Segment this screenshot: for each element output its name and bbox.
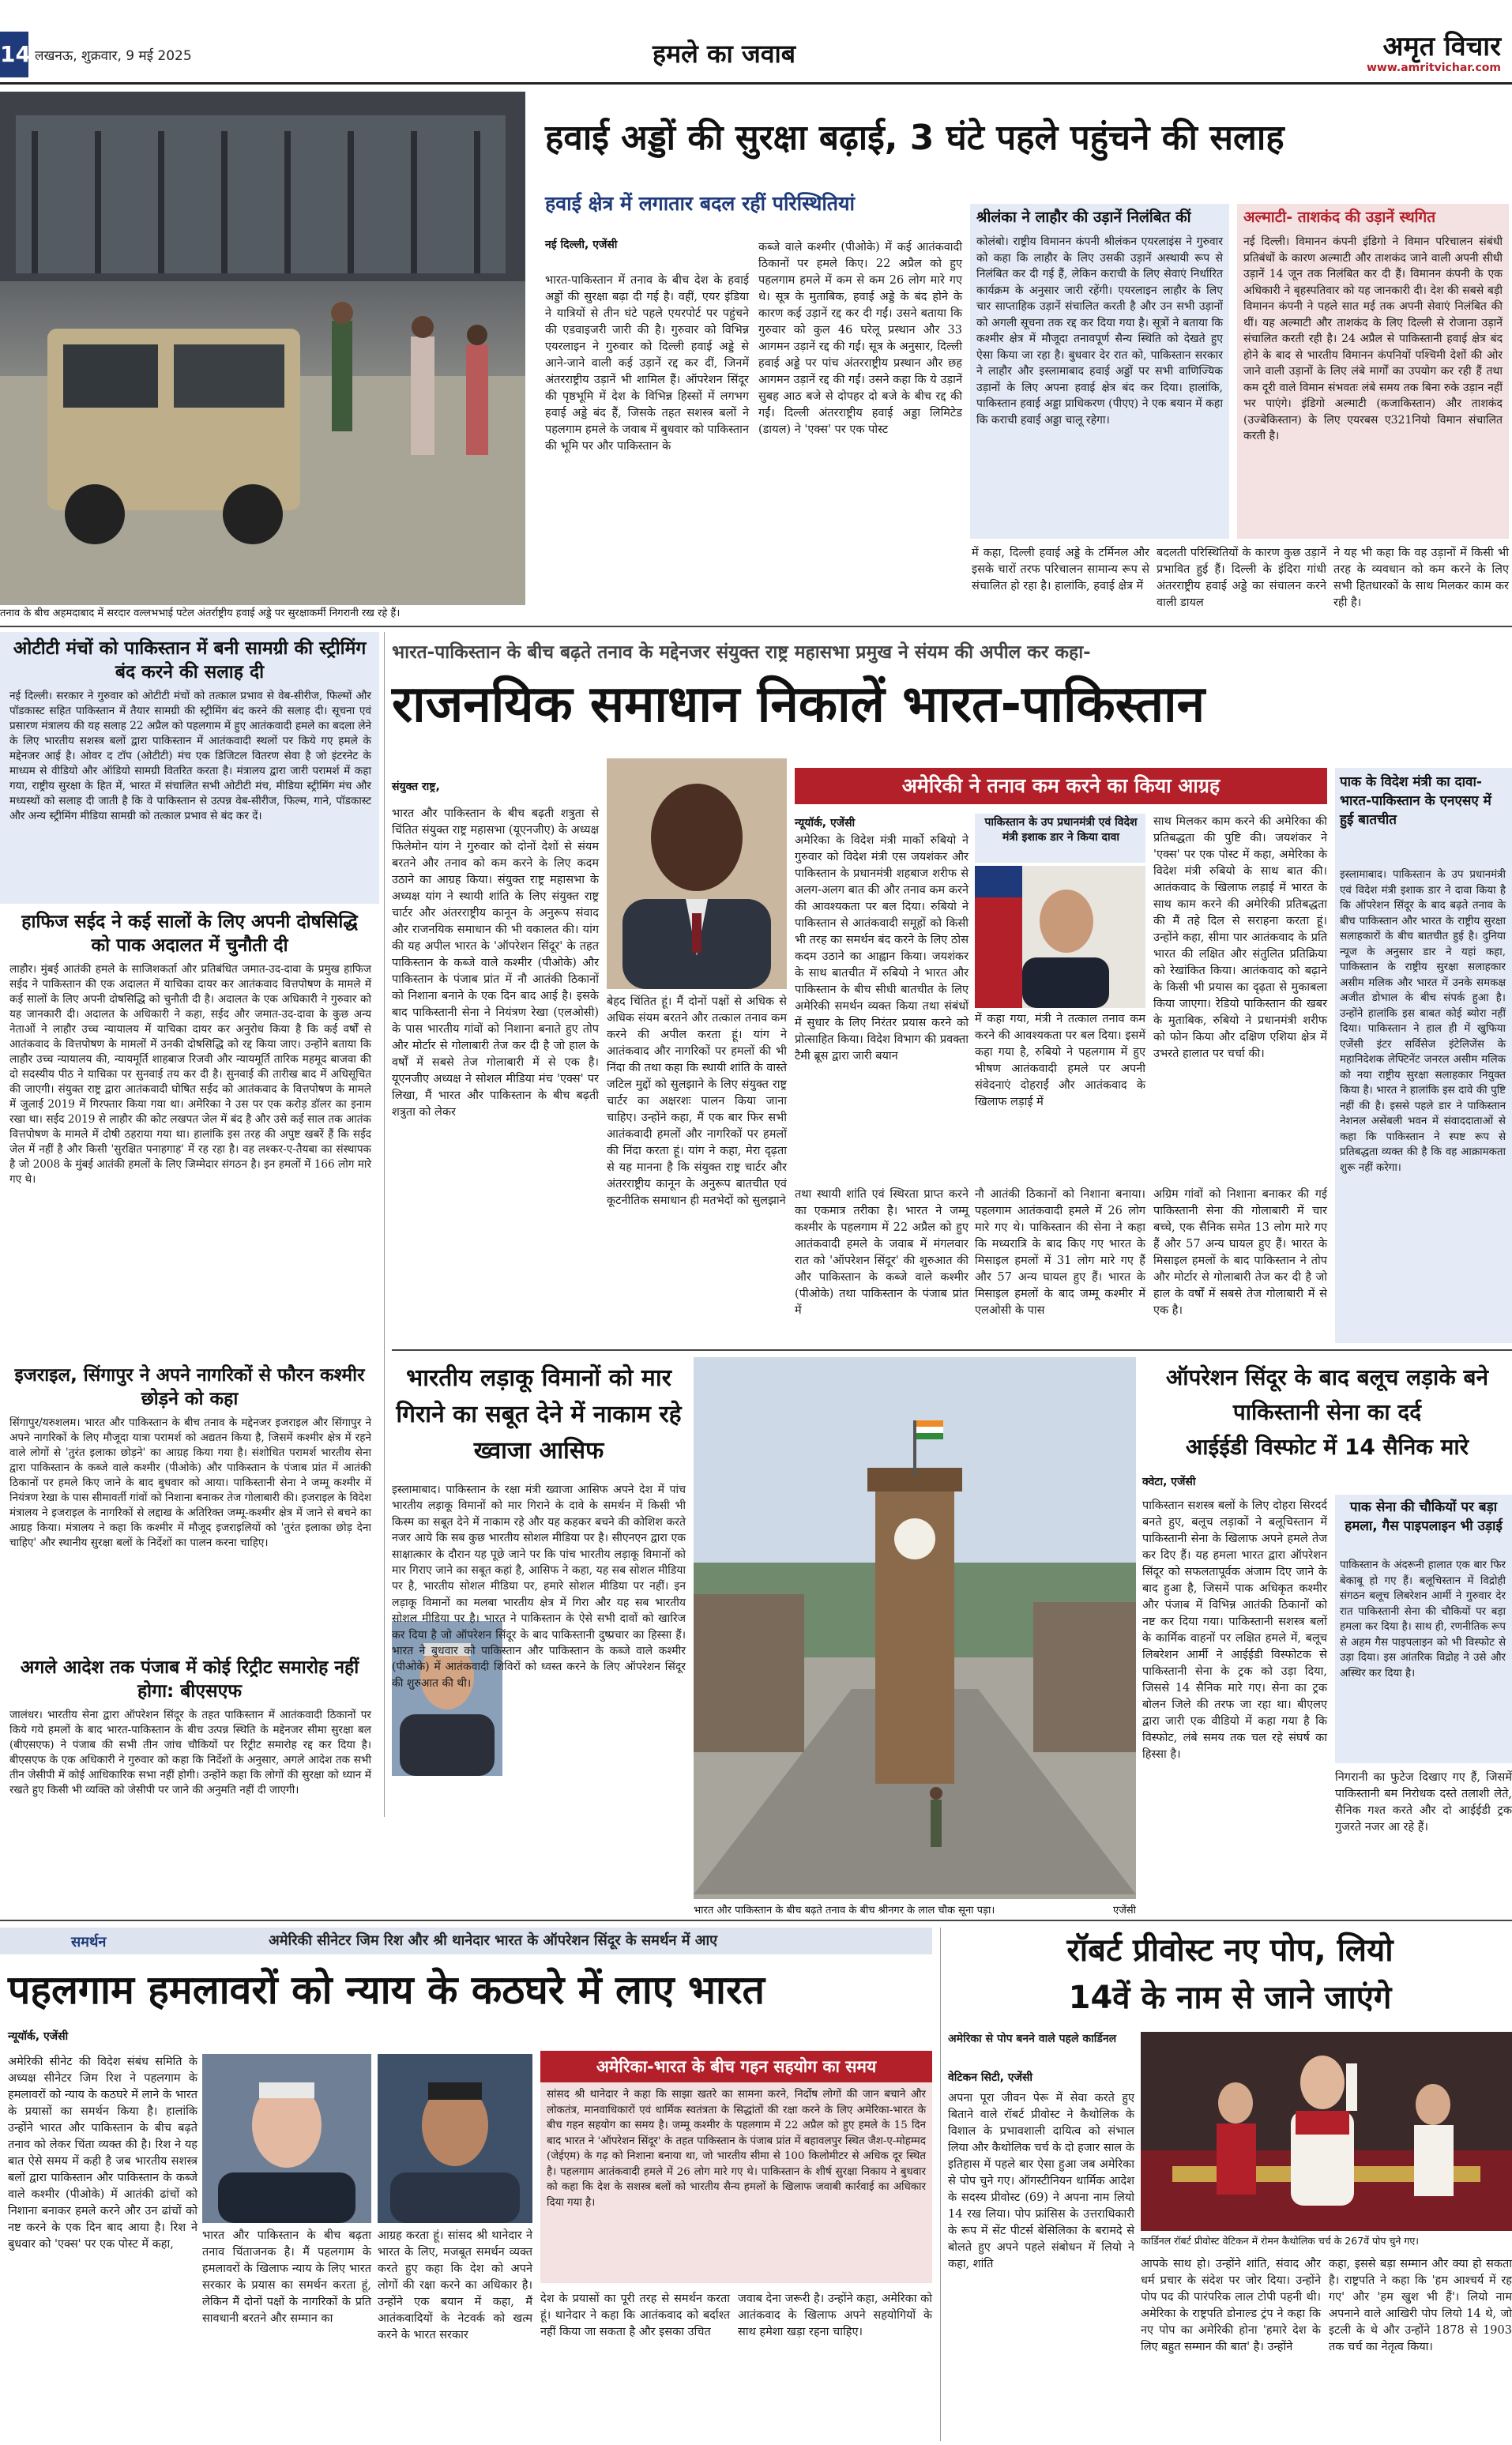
baloch-box-title: पाक सेना की चौकियों पर बड़ा हमला, गैस पाइपलाइन भी उड़ाई (1345, 1499, 1503, 1534)
un-col-4: नौ आतंकी ठिकानों को निशाना बनाया। पहलगाम आतंकवादी हमले में 26 लोग मारे गए थे। पाकिस्तान की सेना ने कहा कि मध्यरात्रि के बाद किए गए भारत के मिसाइल हमलों में 31 लोग मारे गए हैं और 57 अन्य घायल हुए हैं। भारत के मिसाइल हमलों के बाद जम्मू कश्मीर में एलओसी के पास (975, 1188, 1145, 1317)
airport-photo-caption: तनाव के बीच अहमदाबाद में सरदार वल्लभभाई पटेल अंतर्राष्ट्रीय हवाई अड्डे पर सुरक्षाकर्मी निगरानी रख रहे हैं। (0, 607, 401, 619)
airport-col-2: कब्जे वाले कश्मीर (पीओके) में कई आतंकवादी ठिकानों पर हमले किए। 22 अप्रैल को हुए पहलगाम हमले में कम से कम 26 लोग मारे गए थे। सूत्र के मुताबिक, हवाई अड्डे के बंद होने के कारण कई उड़ानें रद्द कर दी गईं। उसने बताया कि गुरुवार को कुल 46 घरेलू प्रस्थान और 33 आगमन उड़ानें रद्द की गईं। सूत्र के अनुसार, दिल्ली हवाई अड्डे पर पांच अंतरराष्ट्रीय प्रस्थान और छह आगमन उड़ानें रद्द की गईं। उसने कहा कि ये उड़ानें सुबह आठ बजे से दोपहर दो बजे के बीच रद्द की गईं। दिल्ली अंतरराष्ट्रीय हवाई अड्डा लिमिटेड (डायल) ने 'एक्स' पर एक पोस्ट (758, 241, 962, 436)
un-col-2: बेहद चिंतित हूं। मैं दोनों पक्षों से अधिक से अधिक संयम बरतने और तत्काल तनाव कम करने की अपील करता हूं। यांग ने आतंकवाद और नागरिकों पर हमलों की भी निंदा की तथा कहा कि स्थायी शांति के वास्ते जटिल मुद्दों को सुलझाने के लिए संयुक्त राष्ट्र चार्टर का अक्षरशः पालन किया जाना चाहिए। उन्होंने कहा, मैं एक बार फिर सभी आतंकवादी हमलों और नागरिकों पर हमलों की निंदा करता हूं। यांग ने कहा, मेरा दृढ़ता से यह मानना है कि संयुक्त राष्ट्र चार्टर और अंतरराष्ट्रीय कानून के अनुरूप बातचीत एवं कूटनीतिक समाधान ही मतभेदों को सुलझाने (607, 995, 787, 1207)
section-title: हमले का जवाब (653, 39, 796, 69)
rule-2 (392, 1349, 1512, 1351)
ott-title: ओटीटी मंचों को पाकिस्तान में बनी सामग्री की स्ट्रीमिंग बंद करने की सलाह दी (13, 638, 367, 683)
israel-body: सिंगापुर/यरुशलम। भारत और पाकिस्तान के बीच तनाव के मद्देनजर इजराइल और सिंगापुर ने अपने नागरिकों के लिए मौजूदा यात्रा परामर्श को अद्यतन किया है, जिसमें कश्मीर क्षेत्र में रहने वाले लोगों से 'तुरंत इलाका छोड़ने' का आग्रह किया गया है। संशोधित परामर्श भारतीय सेना द्वारा पाकिस्तान के कब्जे वाले कश्मीर (पीओके) और पाकिस्तान के पंजाब प्रांत में आतंकी ठिकानों पर हमले किए जाने के बाद बुधवार को आया। पाकिस्तानी सेना ने जम्मू कश्मीर में नियंत्रण रेखा के पास सीमावर्ती गांवों को निशाना बनाकर तेज गोलाबारी की। इजराइल के विदेश मंत्रालय ने इजराइल के नागरिकों से लद्दाख के अतिरिक्त जम्मू-कश्मीर क्षेत्र में जाने से बचने का आग्रह किया। मंत्रालय ने कहा कि कश्मीर में मौजूद इजराइलियों को 'तुरंत इलाका छोड़ देना चाहिए' और स्थानीय सुरक्षा बलों के निर्देशों का पालन करना चाहिए। (9, 1416, 371, 1549)
israel-title: इजराइल, सिंगापुर ने अपने नागरिकों से फौरन कश्मीर छोड़ने को कहा (14, 1365, 365, 1409)
un-president-photo (607, 758, 787, 989)
pahalgam-col-4: देश के प्रयासों का पूरी तरह से समर्थन करता हूं। थानेदार ने कहा कि आतंकवाद को बर्दाश्त नहीं किया जा सकता है और इसका उचित (540, 2293, 730, 2338)
pope-col-2: आपके साथ हो। उन्होंने शांति, संवाद और धर्म प्रचार के संदेश पर जोर दिया। उन्होंने पोप पद की पारंपरिक लाल टोपी पहनी थी। अमेरिका के राष्ट्रपति डोनाल्ड ट्रंप ने कहा कि नए पोप का अमेरिकी होना 'हमारे देश के लिए बहुत सम्मान की बात' है। उन्होंने (1141, 2258, 1321, 2353)
pahalgam-box-title: अमेरिका-भारत के बीच गहन सहयोग का समय (540, 2051, 932, 2082)
srinagar-illustration (694, 1357, 1136, 1899)
airport-dateline: नई दिल्ली, एजेंसी (545, 239, 618, 251)
rule-1 (0, 626, 1512, 627)
pak-fm-title: पाक के विदेश मंत्री का दावा- भारत-पाकिस्तान के एनएसए में हुई बातचीत (1340, 774, 1491, 828)
pope-photo-caption: कार्डिनल रॉबर्ट प्रीवोस्ट वेटिकन में रोमन कैथोलिक चर्च के 267वें पोप चुने गए। (1141, 2235, 1420, 2247)
pahalgam-box-body: सांसद श्री थानेदार ने कहा कि साझा खतरे का सामना करने, निर्दोष लोगों की जान बचाने और लोकतंत्र, मानवाधिकारों एवं धार्मिक स्वतंत्रता के सिद्धांतों की रक्षा करने के लिए अमेरिका-भारत के बीच गहन सहयोग का समय है। जम्मू कश्मीर के पहलगाम में 22 अप्रैल को हुए हमले के 15 दिन बाद भारत ने 'ऑपरेशन सिंदूर' के तहत पाकिस्तान के पंजाब प्रांत में बहावलपुर स्थित जैश-ए-मोहम्मद (जेईएम) के गढ़ को निशाना बनाया था, जो भारतीय सीमा से 100 किलोमीटर से अधिक दूर स्थित है। पहलगाम आतंकवादी हमले में 26 लोग मारे गए थे। पाकिस्तान के शीर्ष सुरक्षा निकाय ने बुधवार को कहा कि देश के सशस्त्र बलों को भारतीय सैन्य हमलों के खिलाफ जवाबी कार्रवाई का अधिकार दिया गया है। (547, 2089, 926, 2209)
airport-col-4: बदलती परिस्थितियों के कारण कुछ उड़ानें प्रभावित हुई हैं। दिल्ली के इंदिरा गांधी अंतरराष्ट्रीय हवाई अड्डे का संचालन करने वाली डायल (1157, 547, 1326, 609)
thanedar-photo (378, 2054, 532, 2223)
pahalgam-col-2: भारत और पाकिस्तान के बीच बढ़ता तनाव चिंताजनक है। मैं पहलगाम के हमलावरों के खिलाफ न्याय के लिए भारत सरकार के प्रयास का समर्थन करता हूं, लेकिन मैं दोनों पक्षों के नागरिकों के प्रति सावधानी बरतने और सम्मान का (202, 2229, 371, 2325)
page-number: 14 (0, 41, 31, 67)
pope-headline-1: रॉबर्ट प्रीवोस्ट नए पोप, लियो (1066, 1932, 1394, 1969)
airport-photo (0, 92, 525, 605)
pope-headline-2: 14वें के नाम से जाने जाएंगे (1068, 1980, 1392, 2016)
pahalgam-col-5: जवाब देना जरूरी है। उन्होंने कहा, अमेरिका को आतंकवाद के खिलाफ अपने सहयोगियों के साथ हमेशा खड़ा रहना चाहिए। (738, 2293, 932, 2338)
un-dateline: संयुक्त राष्ट्र, (392, 781, 440, 793)
pope-illustration (1141, 2032, 1512, 2231)
risch-illustration (202, 2054, 371, 2223)
baloch-col-2: निगरानी का फुटेज दिखाए गए हैं, जिसमें पाकिस्तानी बम निरोधक दस्ते तलाशी लेते, सैनिक गश्त करते और दो आईईडी ट्रक गुजरते नजर आ रहे हैं। (1335, 1771, 1512, 1834)
pahalgam-col-1: अमेरिकी सीनेट की विदेश संबंध समिति के अध्यक्ष सीनेटर जिम रिश ने पहलगाम के हमलावरों को न्याय के कठघरे में लाने के भारत के प्रयासों का समर्थन किया है। हालांकि उन्होंने भारत और पाकिस्तान के बीच बढ़ते तनाव को लेकर चिंता व्यक्त की है। रिश ने यह बात ऐसे समय में कही है जब भारतीय सशस्त्र बलों द्वारा पाकिस्तान और पाकिस्तान के कब्जे वाले कश्मीर (पीओके) में आतंकी ढांचों को निशाना बनाकर हमले करने और उन ढांचों को नष्ट करने के एक दिन बाद आया है। रिश ने बुधवार को 'एक्स' पर एक पोस्ट में कहा, (8, 2056, 197, 2251)
hafiz-body: लाहौर। मुंबई आतंकी हमले के साजिशकर्ता और प्रतिबंधित जमात-उद-दावा के प्रमुख हाफिज सईद ने पाकिस्तान की एक अदालत में याचिका दायर कर आतंकवाद वित्तपोषण के मामले में कई सालों के लिए अपनी दोषसिद्धि को चुनौती दी है। अदालत के एक अधिकारी ने गुरुवार को यह जानकारी दी। अदालत के अधिकारी ने कहा, सईद और जमात-उद-दावा के कुछ अन्य नेताओं ने लाहौर उच्च न्यायालय में याचिका दायर कर अनुरोध किया है कि कई वर्षों से आतंकवाद के वित्तपोषण के मामलों में उनकी दोषसिद्धि को रद्द किया जाए। उन्होंने बताया कि लाहौर उच्च न्यायालय की, न्यायमूर्ति शाहबाज रिजवी और न्यायमूर्ति तारिक महमूद बाजवा की दो सदस्यीय पीठ ने याचिका पर सुनवाई तय कर दी है। सुनवाई की तारीख बाद में अधिसूचित की जाएगी। संयुक्त राष्ट्र द्वारा आतंकवादी घोषित सईद को आतंकवाद के वित्तपोषण के मामले में जुलाई 2019 में गिरफ्तार किया गया था। अमेरिका ने उस पर एक करोड़ डॉलर का इनाम रखा था। सईद 2019 से लाहौर की कोट लखपत जेल में बंद है और उसे कई साल तक आतंक वित्तपोषण के मामले में दोषी ठहराया गया था। हालांकि इस तरह की अपुष्ट खबरें हैं कि सईद जेल में नहीं है और किसी 'सुरक्षित पनाहगाह' में रह रहा है। वह लश्कर-ए-तैयबा का संस्थापक है जो 2008 के मुंबई आतंकी हमलों के लिए जिम्मेदार संगठन है। इन हमलों में 166 लोग मारे गए थे। (9, 963, 371, 1186)
srilanka-title: श्रीलंका ने लाहौर की उड़ानें निलंबित कीं (976, 209, 1191, 226)
asif-headline: भारतीय लड़ाकू विमानों को मार गिराने का सबूत देने में नाकाम रहे ख्वाजा आसिफ (396, 1364, 682, 1465)
un-col-5: अग्रिम गांवों को निशाना बनाकर की गई पाकिस्तानी सेना की गोलाबारी में चार बच्चे, एक सैनिक समेत 13 लोग मारे गए हैं और 57 अन्य घायल हुए हैं। भारत के मिसाइल हमलों के बाद पाकिस्तान ने तोप और मोर्टार से गोलाबारी तेज कर दी है जो हाल के वर्षों में सबसे तेज गोलाबारी में से एक है। (1153, 1188, 1327, 1317)
airport-col-5: ने यह भी कहा कि वह उड़ानों में किसी भी तरह के व्यवधान को कम करने के लिए सभी हितधारकों के साथ मिलकर काम कर रही है। (1333, 547, 1509, 609)
pahalgam-col-1-continued (8, 2165, 197, 2441)
bsf-body: जालंधर। भारतीय सेना द्वारा ऑपरेशन सिंदूर के तहत पाकिस्तान में आतंकवादी ठिकानों पर किये गये हमलों के बाद भारत-पाकिस्तान के बीच उत्पन्न स्थिति के मद्देनजर सीमा सुरक्षा बल (बीएसएफ) ने पंजाब की सभी तीन जांच चौकियों पर रिट्रीट समारोह रद्द कर दिया है। बीएसएफ के एक अधिकारी ने गुरुवार को कहा कि निर्देशों के अनुसार, अगले आदेश तक सभी तीन जेसीपी में कोई आधिकारिक सभा नहीं होगी। उन्होंने कहा कि लोगों की सुरक्षा को ध्यान में रखते हुए किसी भी व्यक्ति को जेसीपी पर जाने की अनुमति नहीं दी जाएगी। (9, 1709, 371, 1796)
pahalgam-col-3: आग्रह करता हूं। सांसद श्री थानेदार ने भारत के लिए, मजबूत समर्थन व्यक्त करते हुए कहा कि देश को अपने लोगों की रक्षा करने का अधिकार है। उन्होंने एक बयान में कहा, मैं आतंकवादियों के नेटवर्क को खत्म करने के भारत सरकार (378, 2229, 532, 2342)
pope-sub-kicker: अमेरिका से पोप बनने वाले पहले कार्डिनल (948, 2033, 1117, 2045)
us-dateline: न्यूयॉर्क, एजेंसी (795, 817, 856, 829)
pahalgam-headline: पहलगाम हमलावरों को न्याय के कठघरे में लाए भारत (8, 1967, 765, 2013)
airport-photo-illustration (0, 92, 525, 605)
un-col-3: तथा स्थायी शांति एवं स्थिरता प्राप्त करने का एकमात्र तरीका है। भारत ने जम्मू कश्मीर के पहलगाम में 22 अप्रैल को हुए आतंकवादी हमले के जवाब में मंगलवार रात को 'ऑपरेशन सिंदूर' की शुरुआत की और पाकिस्तान के कब्जे वाले कश्मीर (पीओके) तथा पाकिस्तान के पंजाब प्रांत में (795, 1188, 969, 1317)
masthead-rule (0, 82, 1512, 85)
us-col-1: अमेरिका के विदेश मंत्री मार्को रुबियो ने गुरुवार को विदेश मंत्री एस जयशंकर और पाकिस्तान के प्रधानमंत्री शहबाज शरीफ से अलग-अलग बात की और तनाव कम करने की आवश्यकता पर बल दिया। रुबियो ने पाकिस्तान से आतंकवादी समूहों को किसी भी तरह का समर्थन बंद करने के लिए ठोस कदम उठाने का आह्वान किया। जयशंकर के साथ बातचीत में रुबियो ने भारत और पाकिस्तान के बीच सीधी बातचीत के लिए अमेरिकी समर्थन व्यक्त किया तथा संबंधों में सुधार के लिए निरंतर प्रयास करने को प्रोत्साहित किया। विदेश विभाग की प्रवक्ता टैमी ब्रूस द्वारा जारी बयान (795, 834, 969, 1063)
baloch-col-1: पाकिस्तान सशस्त्र बलों के लिए दोहरा सिरदर्द बनते हुए, बलूच लड़ाकों ने बलूचिस्तान में पाकिस्तानी सेना के खिलाफ अपने हमले तेज कर दिए हैं। यह हमला भारत द्वारा ऑपरेशन सिंदूर को सफलतापूर्वक अंजाम दिए जाने के बाद हुआ है, जिसमें पाक अधिकृत कश्मीर और पंजाब में विभिन्न आतंकी ठिकानों को नष्ट कर दिया गया। पाकिस्तानी सशस्त्र बलों के कार्मिक वाहनों पर लक्षित हमले में, बलूच लिबरेशन आर्मी ने आईईडी विस्फोटक से पाकिस्तानी सेना के ट्रक को उड़ा दिया, जिससे 14 सैनिक मारे गए। सेना का ट्रक बोलन जिले की तरफ जा रहा था। बीएलए द्वारा जारी एक वीडियो में कहा गया है कि विस्फोट, लंबे समय तक चल रहे संघर्ष का हिस्सा है। (1142, 1499, 1327, 1761)
pope-photo (1141, 2032, 1512, 2231)
pahalgam-dateline: न्यूयॉर्क, एजेंसी (8, 2030, 69, 2043)
pahalgam-kicker: अमेरिकी सीनेटर जिम रिश और श्री थानेदार भारत के ऑपरेशन सिंदूर के समर्थन में आए (269, 1932, 718, 1949)
almaty-body: नई दिल्ली। विमानन कंपनी इंडिगो ने विमान परिचालन संबंधी प्रतिबंधों के कारण अल्माटी और ताशकंद जाने वाली अपनी सीधी उड़ानें 14 जून तक निलंबित कर दी हैं। विमानन कंपनी के एक अधिकारी ने बृहस्पतिवार को यह जानकारी दी। देश की सबसे बड़ी विमानन कंपनी ने पहले सात मई तक अपनी सेवाएं निलंबित की थीं। यह अल्माटी और ताशकंद के लिए दिल्ली से रोजाना उड़ानें संचालित करती रही है। 24 अप्रैल से पाकिस्तानी हवाई क्षेत्र बंद होने के बाद से भारतीय विमानन कंपनियों पश्चिमी देशों की ओर जाने वाली उड़ानों के लिए लंबे मार्गों का उपयोग कर रही हैं तथा कम दूरी वाले विमान संभवतः लंबे समय तक बिना रुके उड़ान नहीं भर पाएंगे। इंडिगो अल्माटी (कजाकिस्तान) और ताशकंद (उज्बेकिस्तान) के लिए एयरबस ए321नियो विमान संचालित करती है। (1243, 235, 1503, 442)
pope-divider (940, 1928, 941, 2441)
srilanka-body: कोलंबो। राष्ट्रीय विमानन कंपनी श्रीलंकन एयरलाइंस ने गुरुवार को कहा कि लाहौर के लिए उसकी उड़ानें अस्थायी रूप से निलंबित कर दी गई हैं, लेकिन कराची के लिए सेवाएं निर्धारित कार्यक्रम के अनुसार जारी रहेंगी। एयरलाइन लाहौर के लिए चार साप्ताहिक उड़ानें संचालित करती है और उन सभी उड़ानों को अगली सूचना तक रद्द कर दिया गया है। सूत्रों ने बताया कि कश्मीर क्षेत्र में मौजूदा तनावपूर्ण सैन्य स्थिति को देखते हुए ऐसा किया जा रहा है। बुधवार देर रात को, पाकिस्तान सरकार ने लाहौर और इस्लामाबाद हवाई अड्डों पर सभी वाणिज्यिक उड़ानों के लिए अपना हवाई क्षेत्र बंद कर दिया। हालांकि, पाकिस्तान हवाई अड्डा प्राधिकरण (पीएए) ने एक बयान में कहा कि कराची हवाई अड्डा चालू रहेगा। (976, 235, 1223, 427)
website: www.amritvichar.com (1366, 62, 1501, 74)
airport-headline: हवाई अड्डों की सुरक्षा बढ़ाई, 3 घंटे पहले पहुंचने की सलाह (545, 118, 1284, 158)
us-col-3: साथ मिलकर काम करने की अमेरिका की प्रतिबद्धता की पुष्टि की। जयशंकर ने 'एक्स' पर एक पोस्ट में कहा, अमेरिका के विदेश मंत्री रुबियो के साथ बात की। आतंकवाद के खिलाफ लड़ाई में भारत के साथ काम करने की अमेरिकी प्रतिबद्धता की मैं तहे दिल से सराहना करता हूं। उन्होंने कहा, सीमा पार आतंकवाद के प्रति भारत की लक्षित और संतुलित प्रतिक्रिया को रेखांकित किया। आतंकवाद को बढ़ाने के किसी भी प्रयास का दृढ़ता से मुकाबला किया जाएगा। रेडियो पाकिस्तान की खबर के मुताबिक, रुबियो ने प्रधानमंत्री शरीफ को फोन किया और दक्षिण एशिया क्षेत्र में उभरते हालात पर चर्चा की। (1153, 815, 1327, 1060)
un-president-illustration (607, 758, 787, 989)
brand-logo: अमृत विचार (1382, 31, 1501, 62)
un-col-1: भारत और पाकिस्तान के बीच बढ़ती शत्रुता से चिंतित संयुक्त राष्ट्र महासभा (यूएनजीए) के अध्यक्ष फिलेमोन यांग ने गुरुवार को दोनों देशों से संयम बरतने और तनाव को कम करने के लिए कदम उठाने का आग्रह किया। संयुक्त राष्ट्र महासभा के अध्यक्ष यांग ने स्थायी शांति के लिए संयुक्त राष्ट्र चार्टर और अंतरराष्ट्रीय कानून के अनुरूप संवाद और राजनयिक समाधान की भी वकालत की। यांग की यह अपील भारत के 'ऑपरेशन सिंदूर' के तहत पाकिस्तान के कब्जे वाले कश्मीर (पीओके) और पाकिस्तान के पंजाब प्रांत में नौ आतंकी ठिकानों को निशाना बनाने के एक दिन बाद आई है। इसके बाद पाकिस्तानी सेना ने नियंत्रण रेखा (एलओसी) के पास भारतीय गांवों को निशाना बनाते हुए तोप और मोर्टार से गोलाबारी तेज कर दी है जो हाल के वर्षों में सबसे तेज गोलाबारी में से एक है। यूएनजीए अध्यक्ष ने सोशल मीडिया मंच 'एक्स' पर लिखा, मैं भारत और पाकिस्तान के बीच बढ़ती शत्रुता को लेकर (392, 807, 599, 1119)
srinagar-photo-caption: भारत और पाकिस्तान के बीच बढ़ते तनाव के बीच श्रीनगर के लाल चौक सूना पड़ा। (694, 1905, 995, 1917)
pope-col-3: कहा, इससे बड़ा सम्मान और क्या हो सकता है। राष्ट्रपति ने कहा कि 'हम आश्चर्य में रह गए' और 'हम खुश भी हैं'। लियो नाम अपनाने वाले आखिरी पोप लियो 14 थे, जो इटली के थे और उन्होंने 1878 से 1903 तक चर्च का नेतृत्व किया। (1329, 2258, 1512, 2353)
us-col-2: में कहा गया, मंत्री ने तत्काल तनाव कम करने की आवश्यकता पर बल दिया। इसमें कहा गया है, रुबियो ने पहलगाम में हुए भीषण आतंकवादी हमले पर अपनी संवेदनाएं दोहराईं और आतंकवाद के खिलाफ लड़ाई में (975, 1013, 1145, 1108)
srinagar-photo (694, 1357, 1136, 1899)
asif-body: इस्लामाबाद। पाकिस्तान के रक्षा मंत्री ख्वाजा आसिफ अपने देश में पांच भारतीय लड़ाकू विमानों को मार गिराने के दावे के समर्थन में किसी भी किस्म का सबूत देने में नाकाम रहे और यह कहकर बचने की कोशिश करते नजर आये कि सब कुछ भारतीय सोशल मीडिया पर है। सीएनएन द्वारा एक साक्षात्कार के दौरान यह पूछे जाने पर कि पांच भारतीय लड़ाकू विमानों को मार गिराए जाने का सबूत कहां है, आसिफ ने कहा, यह सब सोशल मीडिया पर है, भारतीय सोशल मीडिया पर, हमारे सोशल मीडिया पर नहीं। इन लड़ाकू विमानों का मलबा भारतीय क्षेत्र में गिरा और यह सब भारतीय सोशल मीडिया पर है। भारत ने पाकिस्तान के ऐसे सभी दावों को खारिज कर दिया है जो ऑपरेशन सिंदूर के बाद पाकिस्तानी दुष्प्रचार का हिस्सा हैं। भारत ने बुधवार को पाकिस्तान और पाकिस्तान के कब्जे वाले कश्मीर (पीओके) में आतंकवादी शिविरों को ध्वस्त करने के लिए ऑपरेशन सिंदूर की शुरुआत की थी। (392, 1484, 686, 1690)
rubio-photo (975, 866, 1145, 1008)
hafiz-title: हाफिज सईद ने कई सालों के लिए अपनी दोषसिद्धि को पाक अदालत में चुनौती दी (21, 912, 358, 956)
baloch-box-body: पाकिस्तान के अंदरूनी हालात एक बार फिर बेकाबू हो गए हैं। बलूचिस्तान में विद्रोही संगठन बलूच लिबरेशन आर्मी ने गुरुवार देर रात पाकिस्तानी सेना की चौकियों पर बड़ा हमला कर दिया है। साथ ही, रणनीतिक रूप से अहम गैस पाइपलाइन को भी विस्फोट से उड़ा दिया। इस आंतरिक विद्रोह ने उसे और अस्थिर कर दिया है। (1340, 1559, 1506, 1680)
rule-3 (0, 1920, 1512, 1921)
left-column-divider (384, 632, 385, 1817)
pope-col-1: अपना पूरा जीवन पेरू में सेवा करते हुए बिताने वाले रॉबर्ट प्रीवोस्ट ने कैथोलिक के विशाल के प्रभावशाली दायित्व को संभाल लिया और कैथोलिक चर्च के दो हजार साल के इतिहास में पहले बार ऐसा हुआ जब अमेरिका से पोप चुने गए। ऑगस्टीनियन धार्मिक आदेश के सदस्य प्रीवोस्ट (69) ने अपना नाम लियो 14 रख लिया। पोप फ्रांसिस के उत्तराधिकारी के रूप में सेंट पीटर्स बेसिलिका के बरामदे से बोलते हुए अपने पहले संबोधन में लियो ने कहा, शांति (948, 2092, 1134, 2270)
thanedar-illustration (378, 2054, 532, 2223)
pahalgam-label: समर्थन (71, 1934, 107, 1950)
srinagar-photo-credit: एजेंसी (1113, 1905, 1136, 1917)
baloch-subhead: आईईडी विस्फोट में 14 सैनिक मारे (1185, 1434, 1469, 1460)
airport-col-3: में कहा, दिल्ली हवाई अड्डे के टर्मिनल और इसके चारों तरफ परिचालन सामान्य रूप से संचालित हो रहा है। हालांकि, हवाई क्षेत्र में (972, 547, 1149, 592)
un-headline: राजनयिक समाधान निकालें भारत-पाकिस्तान (392, 675, 1205, 734)
us-kicker: अमेरिकी ने तनाव कम करने का किया आग्रह (795, 768, 1327, 804)
date-line: लखनऊ, शुक्रवार, 9 मई 2025 (35, 48, 192, 64)
baloch-headline: ऑपरेशन सिंदूर के बाद बलूच लड़ाके बने पाकिस्तानी सेना का दर्द (1165, 1364, 1489, 1425)
baloch-dateline: क्वेटा, एजेंसी (1142, 1476, 1196, 1488)
us-inset-title: पाकिस्तान के उप प्रधानमंत्री एवं विदेश मंत्री इशाक डार ने किया दावा (984, 816, 1138, 844)
pope-dateline: वेटिकन सिटी, एजेंसी (948, 2071, 1033, 2084)
airport-col-1: भारत-पाकिस्तान में तनाव के बीच देश के हवाई अड्डों की सुरक्षा बढ़ा दी गई है। वहीं, एयर इंडिया ने यात्रियों से तीन घंटे पहले एयरपोर्ट पर पहुंचने की एडवाइजरी जारी की है। गुरुवार को विभिन्न एयरलाइन ने गुरुवार को दिल्ली हवाई अड्डे से आने-जाने वाली कई उड़ानें रद्द कर दीं, जिनमें अंतरराष्ट्रीय उड़ानें भी शामिल हैं। ऑपरेशन सिंदूर की पृष्ठभूमि में देश के विभिन्न हिस्सों में लगभग हवाई अड्डे बंद हैं, जिसके तहत सशस्त्र बलों ने पहलगाम हमले के जवाब में बुधवार को पाकिस्तान की भूमि पर और पाकिस्तान के (545, 274, 749, 453)
pak-fm-body: इस्लामाबाद। पाकिस्तान के उप प्रधानमंत्री एवं विदेश मंत्री इशाक डार ने दावा किया है कि ऑपरेशन सिंदूर के बाद बढ़ते तनाव के बीच पाकिस्तान और भारत के राष्ट्रीय सुरक्षा सलाहकारों के बीच बातचीत हुई है। दुनिया न्यूज के अनुसार डार ने यहां कहा, पाकिस्तान के राष्ट्रीय सुरक्षा सलाहकार असीम मलिक और भारत में उनके समकक्ष अजीत डोभाल के बीच संपर्क हुआ है। उन्होंने हालांकि इस बाबत कोई ब्योरा नहीं दिया। पाकिस्तान ने हाल ही में खुफिया एजेंसी इंटर सर्विसेज इंटेलिजेंस के महानिदेशक लेफ्टिनेंट जनरल असीम मलिक को नया राष्ट्रीय सुरक्षा सलाहकार नियुक्त किया है। भारत ने हालांकि इस दावे की पुष्टि नहीं की है। इससे पहले डार ने पाकिस्तान नेशनल असेंबली भवन में संवाददाताओं से कहा कि पाकिस्तान ने स्पष्ट रूप से प्रतिबद्धता व्यक्त की है कि वह आक्रामकता शुरू नहीं करेगा। (1340, 869, 1506, 1174)
ott-body: नई दिल्ली। सरकार ने गुरुवार को ओटीटी मंचों को तत्काल प्रभाव से वेब-सीरीज, फिल्मों और पॉडकास्ट सहित पाकिस्तान में तैयार सामग्री की स्ट्रीमिंग बंद करने की सलाह दी। सूचना एवं प्रसारण मंत्रालय की यह सलाह 22 अप्रैल को पहलगाम में हुए आतंकवादी हमले का बदला लेने के लिए भारतीय सशस्त्र बलों द्वारा पाकिस्तान में आतंकवादी स्थलों पर किये गए हमले के मद्देनजर आई है। ओवर द टॉप (ओटीटी) मंच एक डिजिटल वितरण सेवा है जो इंटरनेट के माध्यम से वीडियो और ऑडियो सामग्री वितरित करता है। मंत्रालय द्वारा जारी परामर्श में कहा गया, राष्ट्रीय सुरक्षा के हित में, भारत में संचालित सभी ओटीटी मंच, मीडिया स्ट्रीमिंग मंच और मध्यस्थों को सलाह दी जाती है कि वे पाकिस्तान से उत्पन्न वेब-सीरीज, फिल्म, गाने, पॉडकास्ट और अन्य स्ट्रीमिंग मीडिया सामग्री को तत्काल प्रभाव से बंद कर दें। (9, 690, 371, 822)
rubio-illustration (975, 866, 1145, 1008)
risch-photo (202, 2054, 371, 2223)
airport-subhead: हवाई क्षेत्र में लगातार बदल रहीं परिस्थितियां (545, 192, 856, 215)
un-kicker: भारत-पाकिस्तान के बीच बढ़ते तनाव के मद्देनजर संयुक्त राष्ट्र महासभा प्रमुख ने संयम की अपील कर कहा- (392, 642, 1091, 663)
almaty-title: अल्माटी- ताशकंद की उड़ानें स्थगित (1243, 209, 1436, 226)
bsf-title: अगले आदेश तक पंजाब में कोई रिट्रीट समारोह नहीं होगा: बीएसएफ (20, 1657, 359, 1702)
